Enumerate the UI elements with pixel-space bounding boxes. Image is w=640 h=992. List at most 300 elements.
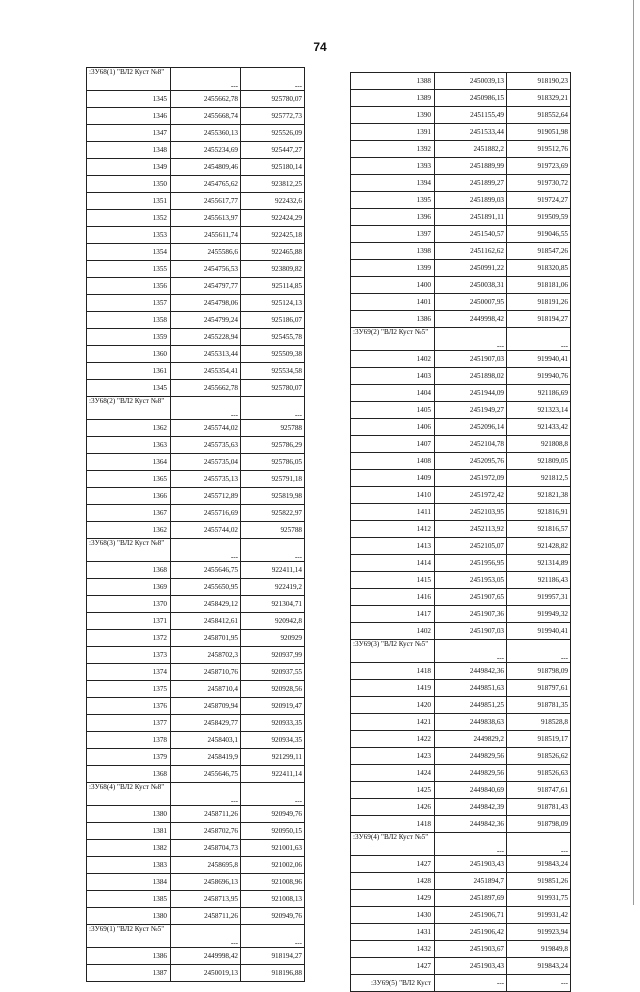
- y-coordinate-cell: 921304,71: [241, 596, 305, 613]
- point-number-cell: 1361: [87, 363, 171, 380]
- x-coordinate-cell: 2458702,3: [171, 647, 241, 664]
- point-number-cell: 1346: [87, 108, 171, 125]
- y-coordinate-cell: 921812,5: [507, 470, 571, 487]
- y-coordinate-cell: 920934,35: [241, 732, 305, 749]
- table-row: [87, 142, 305, 159]
- y-coordinate-cell: 918526,62: [507, 748, 571, 765]
- table-row: [351, 419, 571, 436]
- y-coordinate-cell: 919730,72: [507, 175, 571, 192]
- x-coordinate-cell: ---: [171, 397, 241, 420]
- point-number-cell: 1410: [351, 487, 435, 504]
- y-coordinate-cell: 918798,09: [507, 663, 571, 680]
- point-number-cell: 1359: [87, 329, 171, 346]
- y-coordinate-cell: ---: [507, 975, 571, 992]
- x-coordinate-cell: 2455735,04: [171, 454, 241, 471]
- point-number-cell: 1418: [351, 663, 435, 680]
- section-name-cell: :3У68(4) "ВЛ2 Куст №8": [87, 783, 171, 806]
- x-coordinate-cell: 2455646,75: [171, 766, 241, 783]
- point-number-cell: 1405: [351, 402, 435, 419]
- table-row: [87, 363, 305, 380]
- y-coordinate-cell: 922411,14: [241, 766, 305, 783]
- x-coordinate-cell: 2450986,15: [435, 90, 507, 107]
- point-number-cell: 1367: [87, 505, 171, 522]
- x-coordinate-cell: 2451949,27: [435, 402, 507, 419]
- y-coordinate-cell: ---: [241, 397, 305, 420]
- point-number-cell: 1408: [351, 453, 435, 470]
- x-coordinate-cell: 2451155,49: [435, 107, 507, 124]
- point-number-cell: 1380: [87, 806, 171, 823]
- y-coordinate-cell: 925788: [241, 420, 305, 437]
- table-row: [351, 192, 571, 209]
- y-coordinate-cell: 918191,26: [507, 294, 571, 311]
- section-name-cell: :3У69(4) "ВЛ2 Куст №5": [351, 833, 435, 856]
- y-coordinate-cell: 925124,13: [241, 295, 305, 312]
- section-header-row: [351, 640, 571, 663]
- point-number-cell: 1353: [87, 227, 171, 244]
- right-coordinates-table: [350, 72, 571, 992]
- table-row: [351, 589, 571, 606]
- scan-edge-line: [633, 0, 634, 905]
- y-coordinate-cell: 925509,38: [241, 346, 305, 363]
- table-row: [351, 90, 571, 107]
- x-coordinate-cell: 2458429,12: [171, 596, 241, 613]
- x-coordinate-cell: 2451899,27: [435, 175, 507, 192]
- table-row: [87, 948, 305, 965]
- point-number-cell: 1385: [87, 891, 171, 908]
- table-row: [87, 420, 305, 437]
- point-number-cell: 1376: [87, 698, 171, 715]
- table-row: [87, 380, 305, 397]
- y-coordinate-cell: 921809,05: [507, 453, 571, 470]
- y-coordinate-cell: 919046,55: [507, 226, 571, 243]
- y-coordinate-cell: 921433,42: [507, 419, 571, 436]
- x-coordinate-cell: 2451907,03: [435, 623, 507, 640]
- table-row: [351, 606, 571, 623]
- point-number-cell: 1420: [351, 697, 435, 714]
- table-row: [87, 857, 305, 874]
- x-coordinate-cell: 2458701,95: [171, 630, 241, 647]
- y-coordinate-cell: 919931,75: [507, 890, 571, 907]
- y-coordinate-cell: 920928,56: [241, 681, 305, 698]
- point-number-cell: 1345: [87, 91, 171, 108]
- point-number-cell: 1428: [351, 873, 435, 890]
- table-row: [87, 698, 305, 715]
- table-row: [351, 277, 571, 294]
- point-number-cell: 1421: [351, 714, 435, 731]
- table-row: [351, 663, 571, 680]
- y-coordinate-cell: 922424,29: [241, 210, 305, 227]
- x-coordinate-cell: 2450019,13: [171, 965, 241, 982]
- table-row: [351, 714, 571, 731]
- x-coordinate-cell: 2449840,69: [435, 782, 507, 799]
- y-coordinate-cell: 925780,07: [241, 91, 305, 108]
- y-coordinate-cell: 921008,96: [241, 874, 305, 891]
- table-row: [87, 505, 305, 522]
- y-coordinate-cell: 919512,76: [507, 141, 571, 158]
- point-number-cell: 1424: [351, 765, 435, 782]
- y-coordinate-cell: 920929: [241, 630, 305, 647]
- x-coordinate-cell: 2451972,42: [435, 487, 507, 504]
- x-coordinate-cell: 2458711,26: [171, 908, 241, 925]
- table-row: [87, 244, 305, 261]
- point-number-cell: 1402: [351, 623, 435, 640]
- section-header-row: [351, 833, 571, 856]
- y-coordinate-cell: 921821,38: [507, 487, 571, 504]
- table-row: [87, 908, 305, 925]
- table-row: [87, 681, 305, 698]
- table-row: [351, 538, 571, 555]
- x-coordinate-cell: 2458403,1: [171, 732, 241, 749]
- table-row: [351, 731, 571, 748]
- y-coordinate-cell: 918797,61: [507, 680, 571, 697]
- x-coordinate-cell: ---: [435, 640, 507, 663]
- table-row: [87, 91, 305, 108]
- point-number-cell: 1415: [351, 572, 435, 589]
- table-row: [351, 958, 571, 975]
- x-coordinate-cell: 2451897,69: [435, 890, 507, 907]
- table-row: [351, 873, 571, 890]
- point-number-cell: 1386: [351, 311, 435, 328]
- table-row: [351, 782, 571, 799]
- y-coordinate-cell: 918190,23: [507, 73, 571, 90]
- x-coordinate-cell: 2452113,92: [435, 521, 507, 538]
- point-number-cell: 1407: [351, 436, 435, 453]
- table-row: [87, 329, 305, 346]
- point-number-cell: 1368: [87, 562, 171, 579]
- x-coordinate-cell: 2455234,69: [171, 142, 241, 159]
- table-row: [351, 175, 571, 192]
- table-row: [87, 715, 305, 732]
- x-coordinate-cell: 2451944,09: [435, 385, 507, 402]
- point-number-cell: 1411: [351, 504, 435, 521]
- x-coordinate-cell: 2455228,94: [171, 329, 241, 346]
- y-coordinate-cell: 918528,8: [507, 714, 571, 731]
- section-name-cell: :3У69(2) "ВЛ2 Куст №5": [351, 328, 435, 351]
- y-coordinate-cell: 922465,88: [241, 244, 305, 261]
- point-number-cell: 1397: [351, 226, 435, 243]
- point-number-cell: 1370: [87, 596, 171, 613]
- y-coordinate-cell: 922432,6: [241, 193, 305, 210]
- table-row: [87, 437, 305, 454]
- y-coordinate-cell: ---: [241, 783, 305, 806]
- y-coordinate-cell: 925772,73: [241, 108, 305, 125]
- table-row: [87, 647, 305, 664]
- x-coordinate-cell: 2455613,97: [171, 210, 241, 227]
- table-row: [87, 874, 305, 891]
- table-row: [351, 907, 571, 924]
- x-coordinate-cell: ---: [171, 783, 241, 806]
- table-row: [351, 924, 571, 941]
- x-coordinate-cell: 2449851,25: [435, 697, 507, 714]
- table-row: [87, 613, 305, 630]
- y-coordinate-cell: 918329,21: [507, 90, 571, 107]
- x-coordinate-cell: ---: [171, 925, 241, 948]
- table-row: [351, 243, 571, 260]
- y-coordinate-cell: ---: [507, 328, 571, 351]
- table-row: [87, 806, 305, 823]
- x-coordinate-cell: 2458412,61: [171, 613, 241, 630]
- table-row: [351, 555, 571, 572]
- table-row: [351, 856, 571, 873]
- point-number-cell: 1426: [351, 799, 435, 816]
- x-coordinate-cell: 2452103,95: [435, 504, 507, 521]
- y-coordinate-cell: 925780,07: [241, 380, 305, 397]
- table-row: [351, 385, 571, 402]
- table-row: [87, 261, 305, 278]
- section-header-row: [87, 925, 305, 948]
- point-number-cell: 1363: [87, 437, 171, 454]
- y-coordinate-cell: 920919,47: [241, 698, 305, 715]
- x-coordinate-cell: 2451906,42: [435, 924, 507, 941]
- table-row: [351, 209, 571, 226]
- y-coordinate-cell: 925791,18: [241, 471, 305, 488]
- point-number-cell: 1372: [87, 630, 171, 647]
- table-row: [351, 816, 571, 833]
- y-coordinate-cell: 918181,06: [507, 277, 571, 294]
- point-number-cell: 1358: [87, 312, 171, 329]
- y-coordinate-cell: 925819,98: [241, 488, 305, 505]
- point-number-cell: 1371: [87, 613, 171, 630]
- table-row: [87, 596, 305, 613]
- point-number-cell: 1427: [351, 958, 435, 975]
- x-coordinate-cell: 2452096,14: [435, 419, 507, 436]
- y-coordinate-cell: ---: [241, 68, 305, 91]
- y-coordinate-cell: 921808,8: [507, 436, 571, 453]
- section-name-cell: :3У68(3) "ВЛ2 Куст №8": [87, 539, 171, 562]
- x-coordinate-cell: 2451894,7: [435, 873, 507, 890]
- y-coordinate-cell: 921323,14: [507, 402, 571, 419]
- point-number-cell: 1392: [351, 141, 435, 158]
- y-coordinate-cell: 925534,58: [241, 363, 305, 380]
- table-row: [351, 748, 571, 765]
- y-coordinate-cell: 919923,94: [507, 924, 571, 941]
- section-header-row: [87, 783, 305, 806]
- table-row: [351, 141, 571, 158]
- table-row: [87, 312, 305, 329]
- x-coordinate-cell: 2455662,78: [171, 91, 241, 108]
- x-coordinate-cell: 2451906,71: [435, 907, 507, 924]
- table-row: [87, 278, 305, 295]
- point-number-cell: 1381: [87, 823, 171, 840]
- x-coordinate-cell: 2449842,39: [435, 799, 507, 816]
- x-coordinate-cell: 2450007,95: [435, 294, 507, 311]
- y-coordinate-cell: 925455,78: [241, 329, 305, 346]
- x-coordinate-cell: 2458702,76: [171, 823, 241, 840]
- table-row: [87, 823, 305, 840]
- x-coordinate-cell: 2455744,02: [171, 522, 241, 539]
- point-number-cell: 1387: [87, 965, 171, 982]
- table-row: [87, 840, 305, 857]
- x-coordinate-cell: 2449851,63: [435, 680, 507, 697]
- table-row: [351, 680, 571, 697]
- x-coordinate-cell: 2451903,43: [435, 856, 507, 873]
- table-row: [87, 295, 305, 312]
- y-coordinate-cell: 919931,42: [507, 907, 571, 924]
- point-number-cell: 1395: [351, 192, 435, 209]
- section-name-cell: :3У68(1) "ВЛ2 Куст №8": [87, 68, 171, 91]
- point-number-cell: 1377: [87, 715, 171, 732]
- table-row: [87, 108, 305, 125]
- x-coordinate-cell: 2450991,22: [435, 260, 507, 277]
- table-row: [351, 453, 571, 470]
- y-coordinate-cell: 920933,35: [241, 715, 305, 732]
- x-coordinate-cell: 2454809,46: [171, 159, 241, 176]
- x-coordinate-cell: 2451540,57: [435, 226, 507, 243]
- y-coordinate-cell: 919940,76: [507, 368, 571, 385]
- y-coordinate-cell: 921186,69: [507, 385, 571, 402]
- x-coordinate-cell: 2455646,75: [171, 562, 241, 579]
- x-coordinate-cell: ---: [435, 833, 507, 856]
- x-coordinate-cell: 2458709,94: [171, 698, 241, 715]
- point-number-cell: 1391: [351, 124, 435, 141]
- table-row: [87, 579, 305, 596]
- point-number-cell: 1374: [87, 664, 171, 681]
- point-number-cell: 1404: [351, 385, 435, 402]
- x-coordinate-cell: 2458696,13: [171, 874, 241, 891]
- x-coordinate-cell: 2454765,62: [171, 176, 241, 193]
- x-coordinate-cell: 2454756,53: [171, 261, 241, 278]
- y-coordinate-cell: ---: [507, 833, 571, 856]
- point-number-cell: 1389: [351, 90, 435, 107]
- table-row: [87, 346, 305, 363]
- point-number-cell: 1413: [351, 538, 435, 555]
- y-coordinate-cell: 918552,64: [507, 107, 571, 124]
- point-number-cell: 1378: [87, 732, 171, 749]
- y-coordinate-cell: 925114,85: [241, 278, 305, 295]
- y-coordinate-cell: 925180,14: [241, 159, 305, 176]
- x-coordinate-cell: ---: [171, 539, 241, 562]
- x-coordinate-cell: 2449829,56: [435, 765, 507, 782]
- table-row: [351, 107, 571, 124]
- x-coordinate-cell: 2450038,31: [435, 277, 507, 294]
- y-coordinate-cell: 921001,63: [241, 840, 305, 857]
- table-row: [351, 521, 571, 538]
- x-coordinate-cell: 2458710,4: [171, 681, 241, 698]
- point-number-cell: 1348: [87, 142, 171, 159]
- point-number-cell: 1352: [87, 210, 171, 227]
- y-coordinate-cell: 925526,09: [241, 125, 305, 142]
- y-coordinate-cell: 925786,29: [241, 437, 305, 454]
- x-coordinate-cell: 2451899,03: [435, 192, 507, 209]
- y-coordinate-cell: 918194,27: [241, 948, 305, 965]
- table-row: [87, 766, 305, 783]
- point-number-cell: 1419: [351, 680, 435, 697]
- x-coordinate-cell: 2449829,2: [435, 731, 507, 748]
- x-coordinate-cell: 2455360,13: [171, 125, 241, 142]
- x-coordinate-cell: 2451907,36: [435, 606, 507, 623]
- table-row: [351, 311, 571, 328]
- table-row: [87, 176, 305, 193]
- y-coordinate-cell: 923809,82: [241, 261, 305, 278]
- y-coordinate-cell: 922425,18: [241, 227, 305, 244]
- section-header-row: [87, 68, 305, 91]
- table-row: [351, 941, 571, 958]
- y-coordinate-cell: ---: [507, 640, 571, 663]
- y-coordinate-cell: 918781,35: [507, 697, 571, 714]
- point-number-cell: 1350: [87, 176, 171, 193]
- section-header-row: [87, 539, 305, 562]
- table-row: [351, 975, 571, 992]
- y-coordinate-cell: 921186,43: [507, 572, 571, 589]
- table-row: [87, 965, 305, 982]
- y-coordinate-cell: 925786,05: [241, 454, 305, 471]
- y-coordinate-cell: 918798,09: [507, 816, 571, 833]
- y-coordinate-cell: 920937,55: [241, 664, 305, 681]
- x-coordinate-cell: 2455611,74: [171, 227, 241, 244]
- y-coordinate-cell: 919940,41: [507, 351, 571, 368]
- table-row: [351, 226, 571, 243]
- x-coordinate-cell: 2455354,41: [171, 363, 241, 380]
- point-number-cell: 1427: [351, 856, 435, 873]
- y-coordinate-cell: 918196,88: [241, 965, 305, 982]
- x-coordinate-cell: 2455668,74: [171, 108, 241, 125]
- table-row: [87, 664, 305, 681]
- x-coordinate-cell: 2450039,13: [435, 73, 507, 90]
- y-coordinate-cell: 921002,06: [241, 857, 305, 874]
- point-number-cell: 1368: [87, 766, 171, 783]
- table-row: [351, 799, 571, 816]
- page-number: 74: [313, 40, 327, 54]
- x-coordinate-cell: ---: [435, 328, 507, 351]
- section-header-row: [87, 397, 305, 420]
- point-number-cell: 1383: [87, 857, 171, 874]
- x-coordinate-cell: 2449842,36: [435, 663, 507, 680]
- section-name-cell: :3У68(2) "ВЛ2 Куст №8": [87, 397, 171, 420]
- point-number-cell: 1412: [351, 521, 435, 538]
- x-coordinate-cell: 2449838,63: [435, 714, 507, 731]
- x-coordinate-cell: 2451903,43: [435, 958, 507, 975]
- y-coordinate-cell: 919843,24: [507, 856, 571, 873]
- x-coordinate-cell: 2455735,13: [171, 471, 241, 488]
- x-coordinate-cell: ---: [435, 975, 507, 992]
- point-number-cell: 1432: [351, 941, 435, 958]
- point-number-cell: 1401: [351, 294, 435, 311]
- y-coordinate-cell: 925822,97: [241, 505, 305, 522]
- point-number-cell: 1400: [351, 277, 435, 294]
- point-number-cell: 1354: [87, 244, 171, 261]
- y-coordinate-cell: 918547,26: [507, 243, 571, 260]
- x-coordinate-cell: 2451162,62: [435, 243, 507, 260]
- x-coordinate-cell: 2449829,56: [435, 748, 507, 765]
- y-coordinate-cell: 918194,27: [507, 311, 571, 328]
- table-row: [351, 765, 571, 782]
- x-coordinate-cell: 2458429,77: [171, 715, 241, 732]
- y-coordinate-cell: 925788: [241, 522, 305, 539]
- point-number-cell: 1386: [87, 948, 171, 965]
- y-coordinate-cell: 925447,27: [241, 142, 305, 159]
- point-number-cell: 1366: [87, 488, 171, 505]
- y-coordinate-cell: 918781,43: [507, 799, 571, 816]
- table-row: [87, 210, 305, 227]
- table-row: [351, 402, 571, 419]
- table-row: [87, 562, 305, 579]
- y-coordinate-cell: 921008,13: [241, 891, 305, 908]
- x-coordinate-cell: 2458713,95: [171, 891, 241, 908]
- y-coordinate-cell: ---: [241, 925, 305, 948]
- table-row: [351, 158, 571, 175]
- x-coordinate-cell: 2449998,42: [171, 948, 241, 965]
- x-coordinate-cell: 2451953,05: [435, 572, 507, 589]
- point-number-cell: 1399: [351, 260, 435, 277]
- point-number-cell: 1403: [351, 368, 435, 385]
- y-coordinate-cell: 920937,99: [241, 647, 305, 664]
- y-coordinate-cell: 919849,8: [507, 941, 571, 958]
- point-number-cell: 1388: [351, 73, 435, 90]
- point-number-cell: 1402: [351, 351, 435, 368]
- point-number-cell: 1362: [87, 420, 171, 437]
- point-number-cell: 1429: [351, 890, 435, 907]
- table-row: [87, 749, 305, 766]
